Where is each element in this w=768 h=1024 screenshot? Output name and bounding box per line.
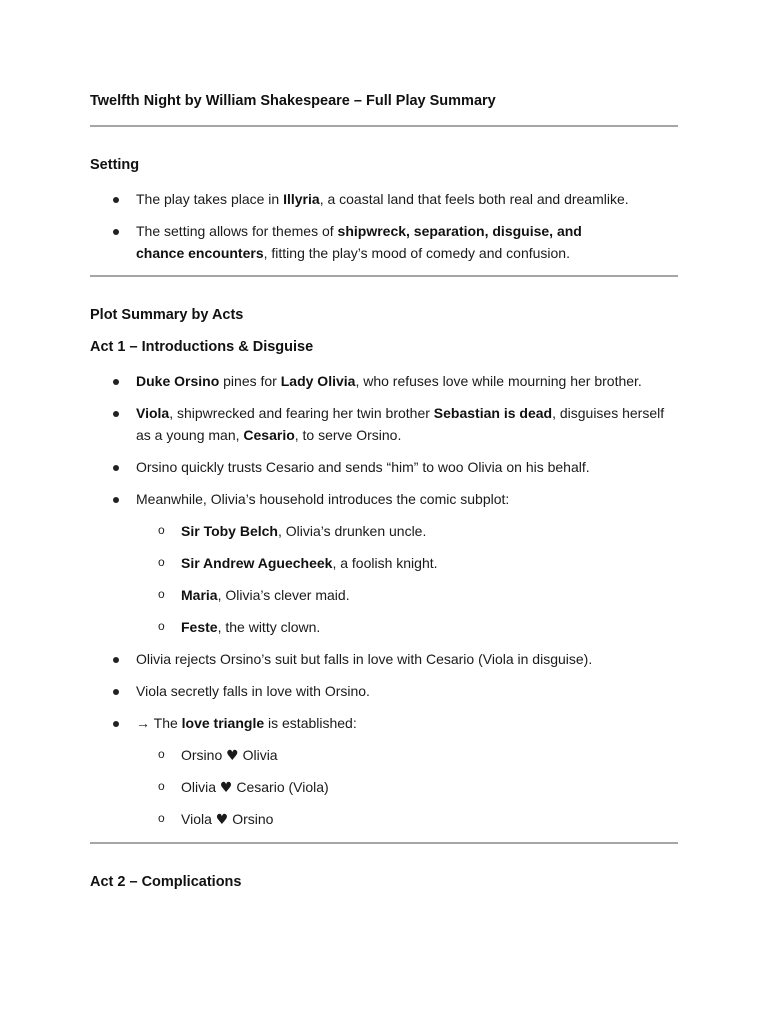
sub-bullet-marker: o bbox=[158, 779, 165, 793]
divider bbox=[90, 842, 678, 844]
bullet-dot bbox=[113, 229, 119, 235]
sub-bullet-marker: o bbox=[158, 747, 165, 761]
divider bbox=[90, 125, 678, 127]
text-span: , fitting the play’s mood of comedy and confusion. bbox=[263, 245, 570, 261]
heart-icon: ♥ bbox=[215, 812, 229, 828]
bold-span: Sir Toby Belch bbox=[181, 523, 278, 539]
bullet-dot bbox=[113, 411, 119, 417]
subplot-item bbox=[181, 616, 320, 638]
bold-span: Duke Orsino bbox=[136, 373, 220, 389]
heart-icon: ♥ bbox=[226, 748, 239, 764]
bold-span: Illyria bbox=[283, 191, 320, 207]
bold-span: Sir Andrew Aguecheek bbox=[181, 555, 333, 571]
text-span: , a coastal land that feels both real and dreamlike. bbox=[319, 191, 629, 207]
bullet-dot bbox=[113, 197, 119, 203]
text-span: , disguises herself as a young man, bbox=[136, 405, 665, 443]
subplot-item bbox=[181, 584, 350, 606]
text-span: Olivia bbox=[242, 747, 278, 763]
triangle-item bbox=[181, 744, 278, 767]
text-span: The play takes place in bbox=[136, 191, 284, 207]
text-span: Olivia bbox=[181, 779, 217, 795]
bold-span: Lady Olivia bbox=[280, 373, 356, 389]
subplot-item bbox=[181, 552, 438, 574]
text-span: , a foolish knight. bbox=[332, 555, 438, 571]
sub-bullet-marker: o bbox=[158, 555, 165, 569]
bold-span: love triangle bbox=[181, 715, 265, 731]
text-span: pines for bbox=[219, 373, 281, 389]
sub-bullet-marker: o bbox=[158, 587, 165, 601]
plot-heading: Plot Summary by Acts bbox=[90, 307, 244, 323]
setting-bullet-2 bbox=[136, 220, 626, 264]
bullet-dot bbox=[113, 721, 119, 727]
text-span: → The bbox=[136, 715, 182, 731]
text-span: , Olivia’s drunken uncle. bbox=[277, 523, 427, 539]
bold-span: Maria bbox=[181, 587, 218, 603]
bold-span: Sebastian is dead bbox=[433, 405, 553, 421]
text-span: The setting allows for themes of bbox=[136, 223, 338, 239]
act1-bullet-3: Orsino quickly trusts Cesario and sends “him” to woo Olivia on his behalf. bbox=[136, 459, 590, 475]
bold-span: Viola bbox=[136, 405, 170, 421]
text-span: Orsino bbox=[181, 747, 223, 763]
act1-bullet-1 bbox=[136, 370, 681, 392]
act1-bullet-6: Viola secretly falls in love with Orsino. bbox=[136, 683, 370, 699]
bold-span: Feste bbox=[181, 619, 218, 635]
act1-bullet-7 bbox=[136, 712, 681, 734]
act1-bullet-4: Meanwhile, Olivia’s household introduces the comic subplot: bbox=[136, 491, 510, 507]
bullet-dot bbox=[113, 379, 119, 385]
heart-icon: ♥ bbox=[219, 780, 233, 796]
act2-heading: Act 2 – Complications bbox=[90, 874, 242, 890]
text-span: , shipwrecked and fearing her twin brother bbox=[169, 405, 434, 421]
act1-bullet-2 bbox=[136, 402, 681, 446]
sub-bullet-marker: o bbox=[158, 811, 165, 825]
bold-span: Cesario bbox=[243, 427, 295, 443]
text-span: , Olivia’s clever maid. bbox=[217, 587, 350, 603]
subplot-item bbox=[181, 520, 426, 542]
bullet-dot bbox=[113, 465, 119, 471]
divider bbox=[90, 275, 678, 277]
sub-bullet-marker: o bbox=[158, 619, 165, 633]
bullet-dot bbox=[113, 497, 119, 503]
triangle-item bbox=[181, 776, 329, 799]
bold-span: shipwreck, separation, disguise, and chance encounters bbox=[136, 223, 582, 261]
document-title: Twelfth Night by William Shakespeare – Full Play Summary bbox=[90, 93, 496, 109]
text-span: Orsino bbox=[232, 811, 274, 827]
triangle-item bbox=[181, 808, 273, 831]
text-span: , who refuses love while mourning her brother. bbox=[355, 373, 642, 389]
act1-bullet-5: Olivia rejects Orsino’s suit but falls in love with Cesario (Viola in disguise). bbox=[136, 651, 593, 667]
text-span: Cesario (Viola) bbox=[236, 779, 329, 795]
sub-bullet-marker: o bbox=[158, 523, 165, 537]
setting-bullet-1 bbox=[136, 188, 681, 210]
act1-heading: Act 1 – Introductions & Disguise bbox=[90, 339, 314, 355]
bullet-dot bbox=[113, 689, 119, 695]
setting-heading: Setting bbox=[90, 157, 140, 173]
text-span: is established: bbox=[264, 715, 357, 731]
text-span: , the witty clown. bbox=[217, 619, 321, 635]
bullet-dot bbox=[113, 657, 119, 663]
text-span: Viola bbox=[181, 811, 212, 827]
text-span: , to serve Orsino. bbox=[294, 427, 402, 443]
